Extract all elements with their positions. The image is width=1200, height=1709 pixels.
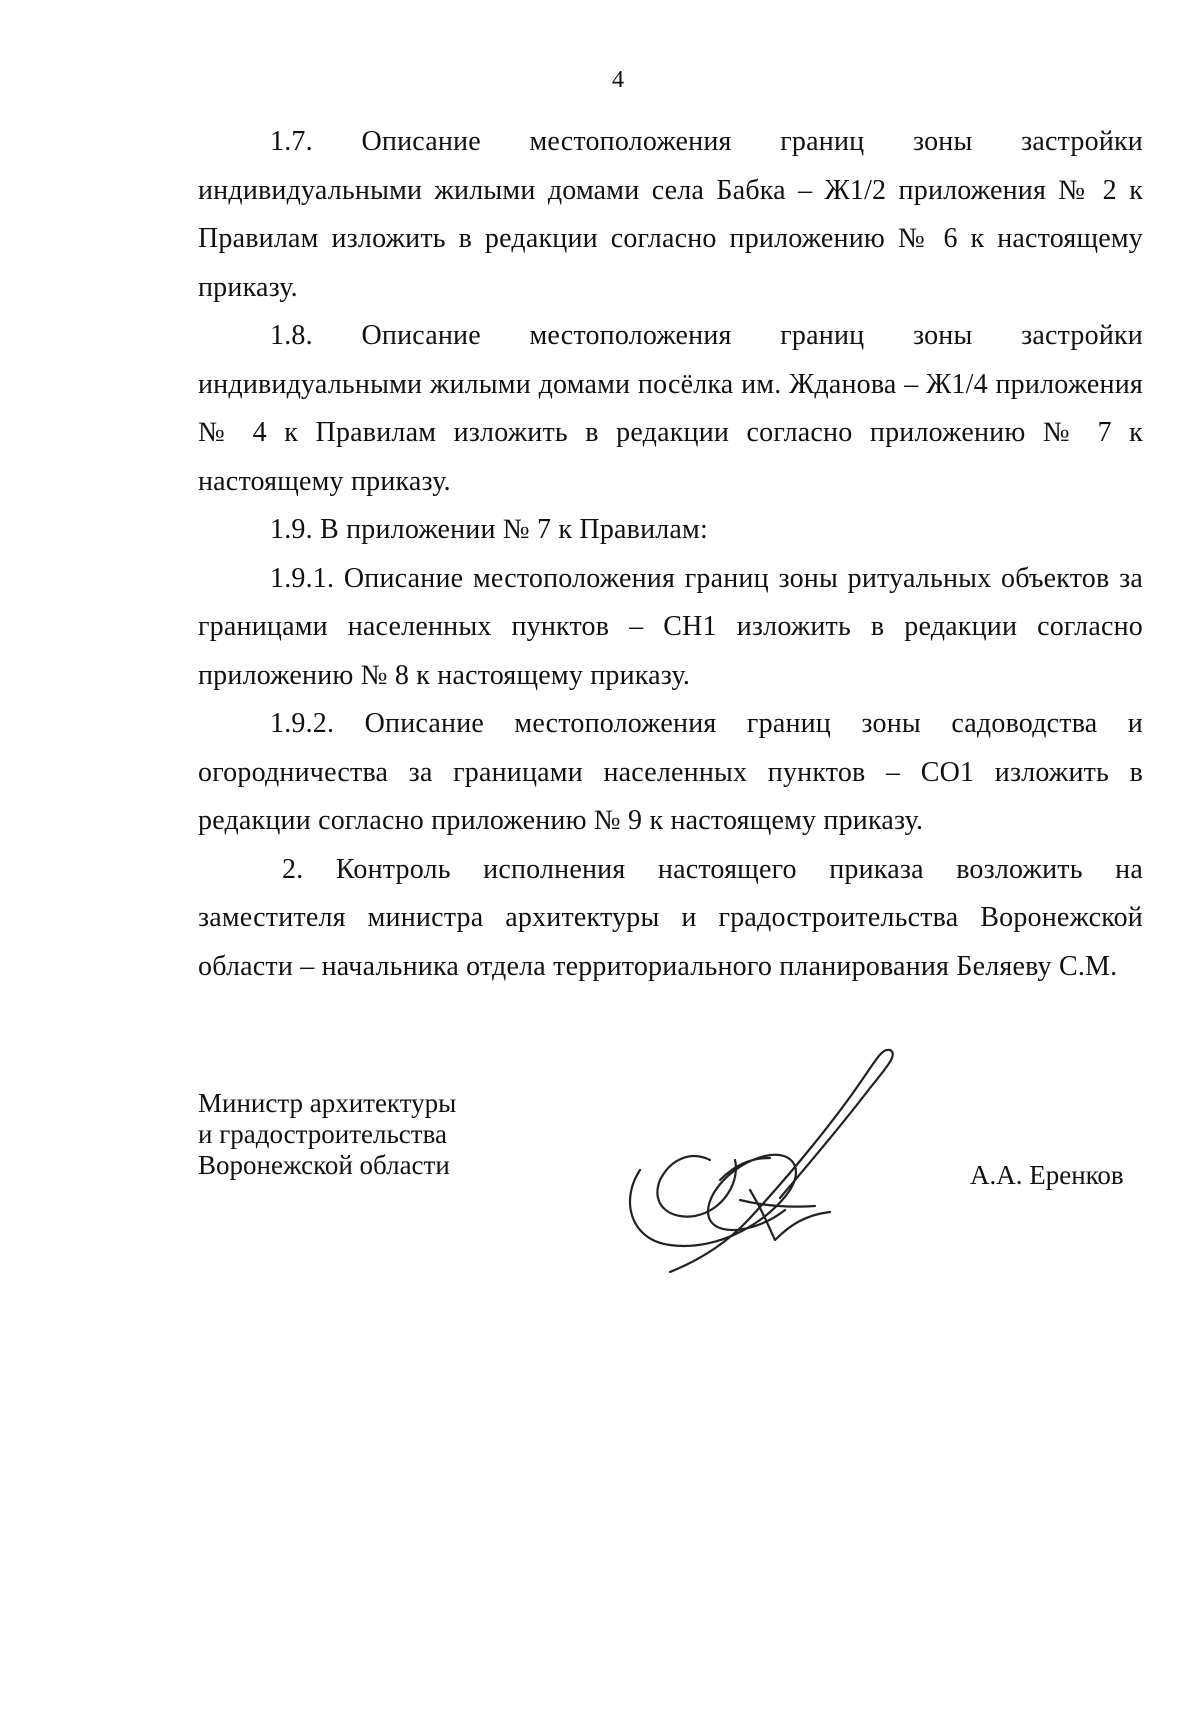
paragraph-1-7: 1.7. Описание местоположения границ зоны застройки индивидуальными жилыми домами села Бабка – Ж1/2 приложения № 2 к Правилам изложить в редакции согласно приложению № 6 к настоящему приказу. <box>198 126 1143 303</box>
document-body <box>198 118 1143 991</box>
paragraph-1-9-2: 1.9.2. Описание местоположения границ зоны садоводства и огородничества за границами населенных пунктов – СО1 изложить в редакции согласно приложению № 9 к настоящему приказу. <box>198 708 1143 836</box>
signer-position-line: и градостроительства <box>198 1119 447 1149</box>
signer-position-line: Министр архитектуры <box>198 1088 457 1118</box>
page-number: 4 <box>612 67 624 93</box>
signer-position <box>198 1088 456 1181</box>
signature-icon <box>600 1040 920 1280</box>
paragraph-1-9: 1.9. В приложении № 7 к Правилам: <box>270 514 708 545</box>
signer-name: А.А. Еренков <box>970 1160 1124 1190</box>
paragraph-1-8: 1.8. Описание местоположения границ зоны застройки индивидуальными жилыми домами посёлка им. Жданова – Ж1/4 приложения № 4 к Правилам изложить в редакции согласно приложению № 7 к настоящему приказу. <box>198 320 1143 497</box>
paragraph-2: 2. Контроль исполнения настоящего приказа возложить на заместителя министра архитектуры и градостроительства Воронежской области – начальника отдела территориального планирования Беляеву С.М. <box>198 853 1143 982</box>
signer-position-line: Воронежской области <box>198 1150 450 1180</box>
paragraph-1-9-1: 1.9.1. Описание местоположения границ зоны ритуальных объектов за границами населенных пунктов – СН1 изложить в редакции согласно приложению № 8 к настоящему приказу. <box>198 562 1143 691</box>
